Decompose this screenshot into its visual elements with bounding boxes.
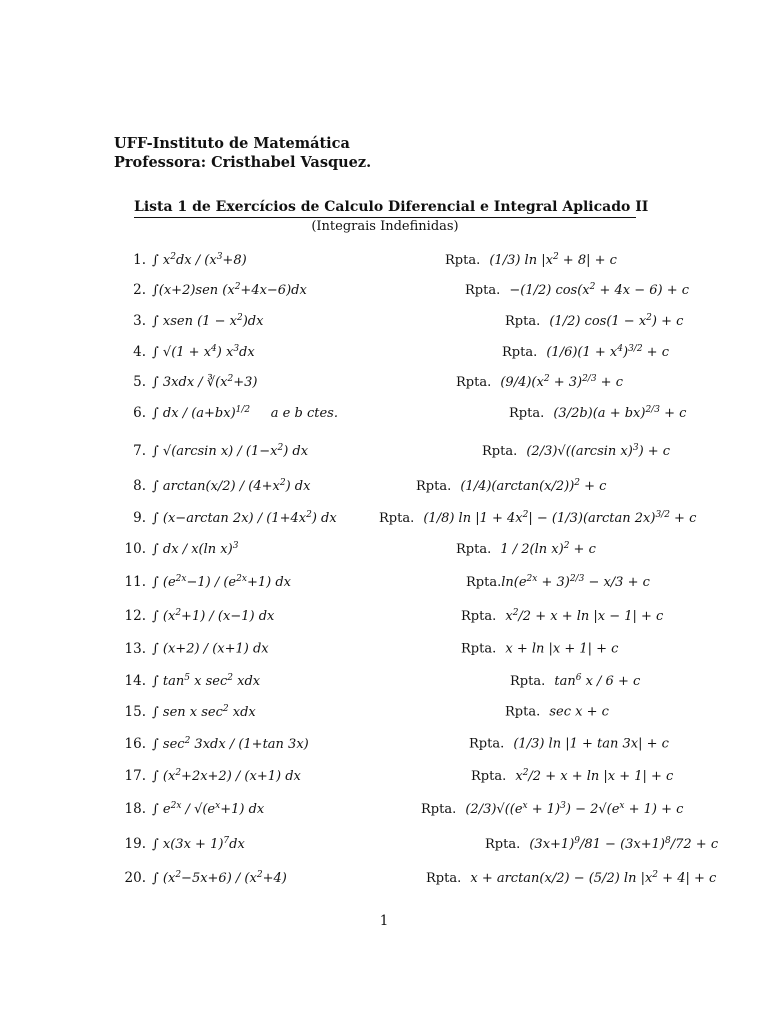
exercise-answer: Rpta. $(1/4)(\arctan(x/2))^2 + c$ [416, 477, 607, 495]
exercise-answer: Rpta. x + arctan(x/2) − (5/2) $\ln |x^2 + 4| + c$ [426, 869, 717, 887]
exercise-item [0, 863, 768, 893]
exercise-item [0, 398, 768, 428]
exercise-item [0, 503, 768, 533]
exercise-number: 20. [124, 870, 146, 886]
exercise-number: 13. [124, 641, 146, 657]
exercise-item [0, 534, 768, 564]
exercise-number: 11. [124, 574, 146, 590]
exercise-answer: Rpta. $(3x+1)^9/81 - (3x+1)^8/72 + c$ [485, 835, 719, 853]
exercise-integral: ∫ (x−arctan $2x) / (1+4x^2)$ dx [152, 509, 337, 527]
exercise-item [0, 829, 768, 859]
exercise-answer: Rpta. $x^2/2 + x + \ln |x - 1| + c$ [461, 607, 664, 625]
exercise-integral: ∫ dx / $(a+bx)^{1/2}$ a e b ctes. [152, 404, 338, 422]
exercise-number: 12. [124, 608, 146, 624]
exercise-answer: Rpta. −(1/2) $\cos(x^2 + 4x - 6) + c$ [465, 281, 690, 299]
exercise-answer: Rpta. $x^2/2 + x + \ln |x + 1| + c$ [471, 767, 674, 785]
institution-line: UFF-Instituto de Matemática [114, 135, 350, 152]
exercise-integral: ∫ $\sec^2 3xdx / (1+\tan$ 3x) [152, 735, 309, 753]
exercise-item [0, 729, 768, 759]
exercise-item [0, 697, 768, 727]
exercise-item [0, 367, 768, 397]
exercise-item [0, 761, 768, 791]
exercise-integral: ∫ xsen $(1 - x^2)dx$ [152, 312, 264, 330]
exercise-answer: $Rpta.\ln(e^{2x} + 3)^{2/3} - x/3 + c$ [466, 573, 650, 591]
exercise-integral: ∫ $x(3x + 1)^7dx$ [152, 835, 245, 853]
exercise-integral: ∫ $x^2dx / (x^3+8)$ [152, 251, 247, 269]
exercise-number: 18. [124, 801, 146, 817]
exercise-answer: Rpta. (3/2b)(a + bx)$^{2/3}$ + c [509, 404, 687, 422]
exercise-integral: ∫ $√(1 + x^4)$ $x^3dx$ [152, 343, 255, 361]
document-subtitle: (Integrais Indefinidas) [311, 219, 459, 234]
exercise-number: 19. [124, 836, 146, 852]
exercise-integral: ∫ $(e^{2x}-1) / (e^{2x}+1)$ dx [152, 573, 291, 591]
exercise-answer: Rpta. 1 / 2(ln x)$^2$ + c [456, 540, 596, 558]
exercise-number: 4. [133, 344, 146, 360]
exercise-answer: Rpta. (1/2) $\cos(1 - x^2) + c$ [505, 312, 684, 330]
exercise-item [0, 275, 768, 305]
exercise-item [0, 306, 768, 336]
exercise-number: 5. [133, 374, 146, 390]
professor-line: Professora: Cristhabel Vasquez. [114, 154, 372, 171]
page-number: 1 [379, 913, 389, 929]
title-block [134, 198, 649, 235]
exercise-answer: Rpta. (1/3) $\ln |x^2 + 8| + c$ [445, 251, 617, 269]
exercise-integral: ∫ dx / x(ln x)$^3$ [152, 540, 239, 558]
exercise-number: 8. [133, 478, 146, 494]
exercise-item [0, 601, 768, 631]
exercise-number: 14. [124, 673, 146, 689]
title-rule [134, 217, 636, 218]
exercise-integral: ∫ √(arcsin $x) / (1-x^2)$ dx [152, 442, 309, 460]
exercise-number: 1. [133, 252, 146, 268]
exercise-answer: Rpta. x + ln |x + 1| + c [461, 641, 619, 657]
exercise-item [0, 337, 768, 367]
exercise-item [0, 245, 768, 275]
exercise-answer: Rpta. (1/3) ln |1 + tan 3x| + c [469, 736, 669, 752]
exercise-item [0, 794, 768, 824]
exercise-integral: ∫ $(x^2+2x+2) / (x+1)$ dx [152, 767, 301, 785]
exercise-integral: ∫ sen x $\sec^2$ xdx [152, 703, 256, 721]
exercise-number: 17. [124, 768, 146, 784]
exercise-integral: ∫ (x+2) / (x+1) dx [152, 641, 269, 657]
exercise-number: 16. [124, 736, 146, 752]
exercise-item [0, 666, 768, 696]
exercise-integral: ∫(x+2)sen $(x^2+4x-6)dx$ [152, 281, 307, 299]
exercise-item [0, 436, 768, 466]
exercise-answer: Rpta. (1/8) $\ln |1 + 4x^2| - (1/3)(\arctan$ 2x)$^{3/2}$ + c [379, 509, 697, 527]
exercise-answer: Rpta. sec x + c [505, 704, 609, 720]
exercise-number: 7. [133, 443, 146, 459]
exercise-integral: ∫ $\arctan(x/2) / (4+x^2)$ dx [152, 477, 311, 495]
exercise-number: 10. [124, 541, 146, 557]
exercise-item [0, 471, 768, 501]
exercise-integral: ∫ $\tan^5 x$ $\sec^2$ xdx [152, 672, 261, 690]
exercise-answer: Rpta. (2/3)√((arcsin x)$^3$) + c [482, 442, 671, 460]
exercise-integral: ∫ $(x^2-5x+6) / (x^2+4)$ [152, 869, 287, 887]
exercise-number: 9. [133, 510, 146, 526]
exercise-number: 6. [133, 405, 146, 421]
exercise-integral: ∫ $3xdx / ∛(x^2+3)$ [152, 373, 258, 391]
exercise-answer: Rpta. $(9/4)(x^2 + 3)^{2/3} + c$ [456, 373, 623, 391]
exercise-number: 3. [133, 313, 146, 329]
exercise-number: 2. [133, 282, 146, 298]
exercise-answer: Rpta. $\tan^6 x / 6 + c$ [510, 672, 641, 690]
exercise-item [0, 567, 768, 597]
exercise-answer: Rpta. $(2/3)√((e^x + 1)^3) - 2√(e^x + 1) + c$ [421, 800, 684, 818]
document-title: Lista 1 de Exercícios de Calculo Diferencial e Integral Aplicado II [134, 199, 649, 215]
exercise-answer: Rpta. $(1/6)(1 + x^4)^{3/2} + c$ [502, 343, 669, 361]
exercise-integral: ∫ $e^{2x} / √(e^x+1)$ dx [152, 800, 265, 818]
exercise-item [0, 634, 768, 664]
exercise-number: 15. [124, 704, 146, 720]
exercise-integral: ∫ $(x^2+1) / (x-1)$ dx [152, 607, 275, 625]
document-header [114, 134, 371, 172]
